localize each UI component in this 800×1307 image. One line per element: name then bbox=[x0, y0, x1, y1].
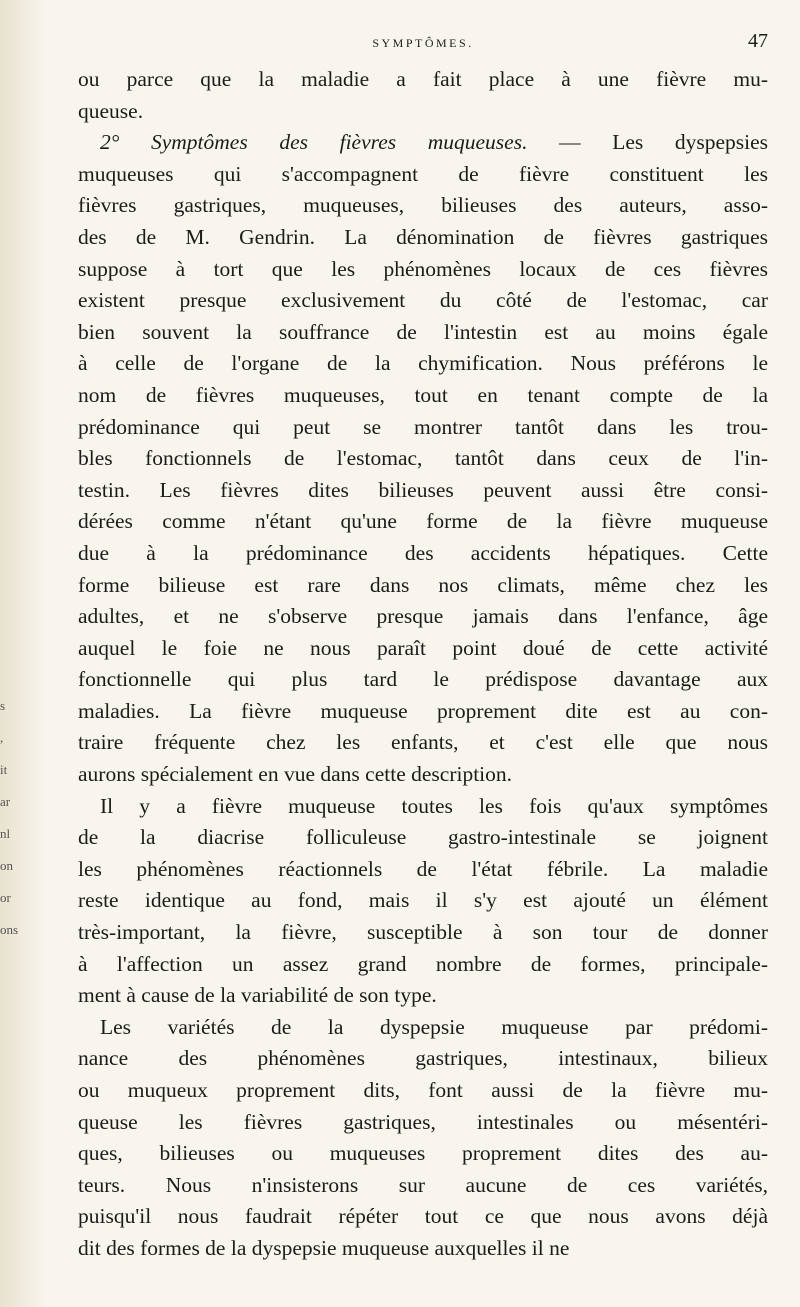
margin-fragment: it bbox=[0, 762, 8, 777]
book-page bbox=[78, 30, 768, 1265]
section-heading: 2° Symptômes des fièvres muqueuses. bbox=[100, 130, 528, 155]
text-line: bien souvent la souffrance de l'intestin est au moins égale bbox=[78, 319, 768, 344]
text-line: ou muqueux proprement dits, font aussi de la fièvre mu- bbox=[78, 1078, 768, 1102]
text-line: suppose à tort que les phénomènes locaux de ces fièvres bbox=[78, 256, 768, 281]
text-line: traire fréquente chez les enfants, et c'est elle que nous bbox=[78, 730, 768, 755]
text-line: adultes, et ne s'observe presque jamais dans l'enfance, âge bbox=[78, 604, 768, 629]
text-line: queuse. bbox=[78, 98, 144, 123]
text-line: bles fonctionnels de l'estomac, tantôt dans ceux de l'in- bbox=[78, 446, 768, 471]
text-line: Les variétés de la dyspepsie muqueuse par prédomi- bbox=[100, 1014, 768, 1039]
running-head bbox=[78, 30, 768, 64]
text-line: à celle de l'organe de la chymification. Nous préférons le bbox=[78, 351, 768, 376]
body-text bbox=[78, 64, 768, 1265]
text-line bbox=[78, 127, 768, 159]
text-line: les phénomènes réactionnels de l'état fébrile. La maladie bbox=[78, 856, 768, 881]
text-line: Il y a fièvre muqueuse toutes les fois qu'aux symptômes bbox=[100, 793, 768, 818]
text-line: ou parce que la maladie a fait place à une fièvre mu- bbox=[78, 67, 768, 91]
margin-fragment: on bbox=[0, 858, 13, 873]
text-line: existent presque exclusivement du côté de l'estomac, car bbox=[78, 288, 768, 313]
margin-fragment: , bbox=[0, 730, 4, 745]
margin-fragment: ar bbox=[0, 794, 11, 809]
text-line: auquel le foie ne nous paraît point doué de cette activité bbox=[78, 635, 768, 660]
text-line: maladies. La fièvre muqueuse proprement dite est au con- bbox=[78, 698, 768, 723]
text-line: muqueuses qui s'accompagnent de fièvre constituent les bbox=[78, 161, 768, 186]
text-line: queuse les fièvres gastriques, intestinales ou mésentéri- bbox=[78, 1109, 768, 1134]
text-line: prédominance qui peut se montrer tantôt dans les trou- bbox=[78, 414, 768, 439]
scan-edge bbox=[0, 0, 46, 1307]
margin-fragment: ons bbox=[0, 922, 19, 937]
text-line: aurons spécialement en vue dans cette description. bbox=[78, 762, 513, 787]
paragraph-3 bbox=[78, 791, 768, 1012]
text-line: forme bilieuse est rare dans nos climats, même chez les bbox=[78, 572, 768, 597]
text-line: nance des phénomènes gastriques, intestinaux, bilieux bbox=[78, 1046, 768, 1071]
text-fragment: — Les dyspepsies bbox=[527, 130, 769, 155]
text-line: testin. Les fièvres dites bilieuses peuvent aussi être consi- bbox=[78, 477, 768, 502]
margin-fragment: s bbox=[0, 698, 6, 713]
paragraph-2 bbox=[78, 127, 768, 790]
text-line: fonctionnelle qui plus tard le prédispose davantage aux bbox=[78, 667, 768, 692]
margin-fragment: or bbox=[0, 890, 11, 905]
text-line: des de M. Gendrin. La dénomination de fièvres gastriques bbox=[78, 224, 768, 249]
page-number: 47 bbox=[748, 30, 768, 52]
margin-fragment: nl bbox=[0, 826, 11, 841]
text-line: de la diacrise folliculeuse gastro-intestinale se joignent bbox=[78, 825, 768, 850]
running-title: SYMPTÔMES. bbox=[372, 36, 474, 50]
text-line: reste identique au fond, mais il s'y est ajouté un élément bbox=[78, 888, 768, 913]
text-line: très-important, la fièvre, susceptible à son tour de donner bbox=[78, 920, 768, 945]
text-line: dit des formes de la dyspepsie muqueuse auxquelles il ne bbox=[78, 1235, 570, 1260]
text-line: nom de fièvres muqueuses, tout en tenant compte de la bbox=[78, 382, 768, 407]
text-line: dérées comme n'étant qu'une forme de la fièvre muqueuse bbox=[78, 509, 768, 534]
facing-page-margin bbox=[0, 690, 40, 946]
text-line: puisqu'il nous faudrait répéter tout ce que nous avons déjà bbox=[78, 1204, 768, 1229]
paragraph-4 bbox=[78, 1012, 768, 1265]
text-line: due à la prédominance des accidents hépatiques. Cette bbox=[78, 540, 768, 565]
text-line: ques, bilieuses ou muqueuses proprement dites des au- bbox=[78, 1141, 768, 1166]
text-line: fièvres gastriques, muqueuses, bilieuses des auteurs, asso- bbox=[78, 193, 768, 218]
text-line: ment à cause de la variabilité de son type. bbox=[78, 983, 437, 1008]
paragraph-1 bbox=[78, 64, 768, 127]
text-line: à l'affection un assez grand nombre de formes, principale- bbox=[78, 951, 768, 976]
text-line: teurs. Nous n'insisterons sur aucune de ces variétés, bbox=[78, 1172, 768, 1197]
